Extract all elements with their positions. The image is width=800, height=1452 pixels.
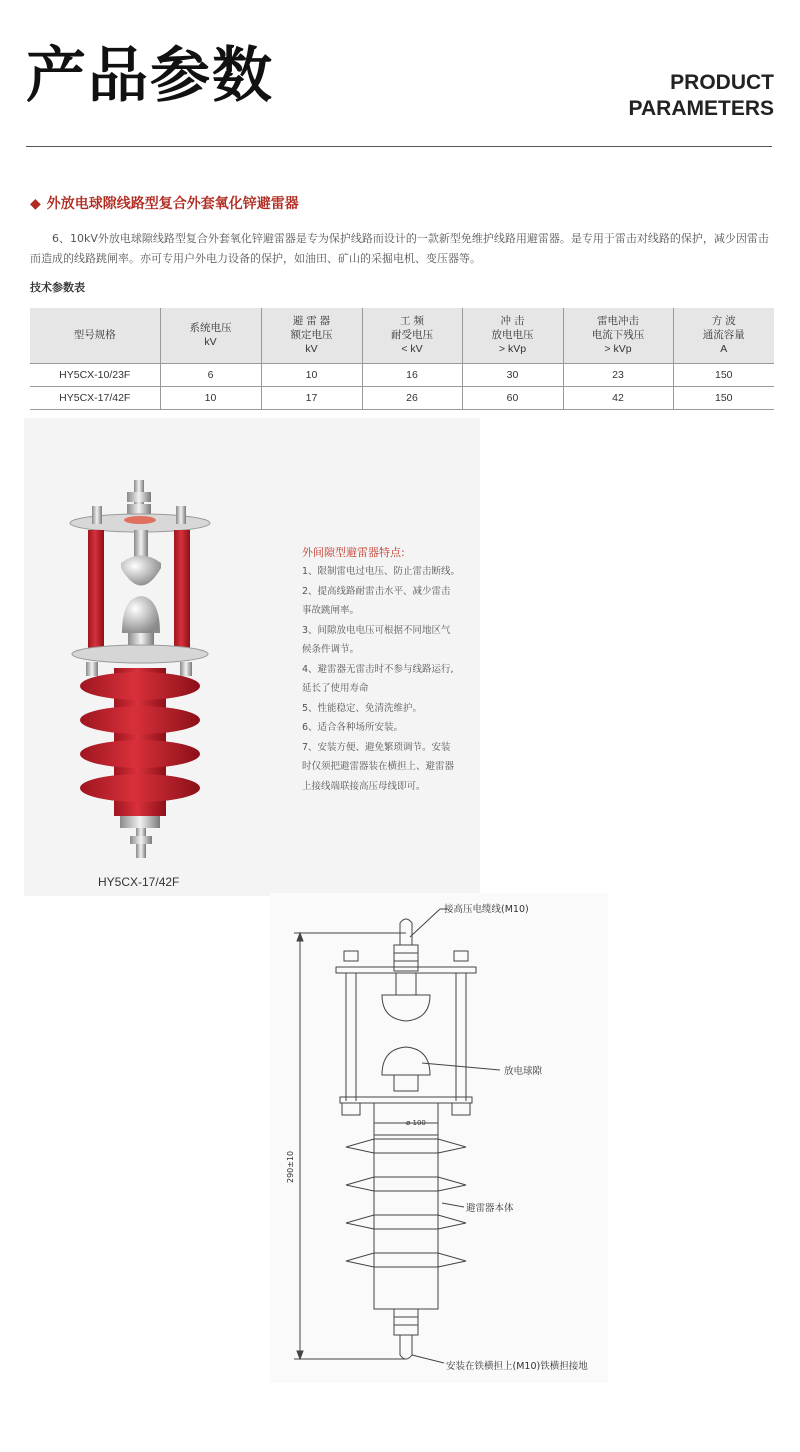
product-caption: HY5CX-17/42F [98,875,180,889]
section-title [30,193,299,213]
list-item: 延长了使用寿命 [302,683,369,694]
intro-paragraph: 6、10kV外放电球隙线路型复合外套氧化锌避雷器是专为保护线路而设计的一款新型免维护线路用避雷器。是专用于雷击对线路的保护，减少因雷击而造成的线路跳闸率。亦可专用户外电力设备的保护，如油田、矿山的采掘电机、变压器等。 [30,232,769,265]
table-row [30,386,774,409]
table-cell: 60 [462,386,563,409]
table-cell: HY5CX-10/23F [30,363,160,386]
diamond-bullet-icon: ◆ [30,196,41,212]
technical-drawing-panel [270,893,608,1383]
table-cell: 150 [673,386,774,409]
page-title: 产品参数 [26,41,274,111]
list-item: 7、安装方便、避免繁琐调节。安装 [302,741,451,753]
table-title: 技术参数表 [30,281,85,294]
label-high-voltage-cable: 接高压电缆线(M10) [444,904,529,915]
list-item: 1、限制雷电过电压、防止雷击断线。 [302,566,461,577]
label-height-dimension: 290±10 [286,1150,295,1183]
table-row [30,363,774,386]
page-title-en [629,70,774,123]
table-cell: 16 [362,363,462,386]
table-header-cell: 雷电冲击 电流下残压 > kVp [563,308,673,363]
table-header-row [30,308,774,363]
header-divider [26,146,772,147]
label-diameter: ø 100 [406,1119,426,1127]
spec-table [30,308,774,410]
list-item: 上接线端联接高压母线即可。 [302,780,426,792]
table-cell: 23 [563,363,673,386]
features-title: 外间隙型避雷器特点: [302,546,405,559]
table-cell: 30 [462,363,563,386]
table-header-cell: 避 雷 器 额定电压 kV [261,308,362,363]
features-list [302,562,472,796]
table-header-cell: 方 波 通流容量 A [673,308,774,363]
table-cell: HY5CX-17/42F [30,386,160,409]
table-header-cell: 工 频 耐受电压 < kV [362,308,462,363]
list-item: 2、提高线路耐雷击水平、减少雷击 [302,585,451,597]
list-item: 候条件调节。 [302,644,360,655]
list-item: 6、适合各种场所安装。 [302,722,404,733]
table-cell: 17 [261,386,362,409]
page-title-en-line1: PRODUCT [670,71,774,94]
section-title-text: 外放电球隙线路型复合外套氧化锌避雷器 [46,196,299,212]
table-header-cell: 冲 击 放电电压 > kVp [462,308,563,363]
table-cell: 42 [563,386,673,409]
table-header-cell: 型号规格 [30,308,160,363]
table-cell: 150 [673,363,774,386]
list-item: 事故跳闸率。 [302,605,360,616]
table-cell: 26 [362,386,462,409]
label-mounting: 安装在铁横担上(M10)铁横担接地 [446,1361,588,1372]
list-item: 5、性能稳定、免清洗维护。 [302,702,423,714]
table-cell: 6 [160,363,261,386]
table-header-cell: 系统电压 kV [160,308,261,363]
page-title-en-line2: PARAMETERS [628,97,774,121]
table-cell: 10 [160,386,261,409]
list-item: 时仅须把避雷器装在横担上、避雷器 [302,761,455,772]
table-cell: 10 [261,363,362,386]
list-item: 3、间隙放电电压可根据不同地区气 [302,624,451,636]
list-item: 4、避雷器无雷击时不参与线路运行, [302,663,454,675]
technical-drawing [270,893,608,1383]
label-discharge-gap: 放电球隙 [504,1066,543,1077]
label-arrester-body: 避雷器本体 [466,1203,514,1214]
